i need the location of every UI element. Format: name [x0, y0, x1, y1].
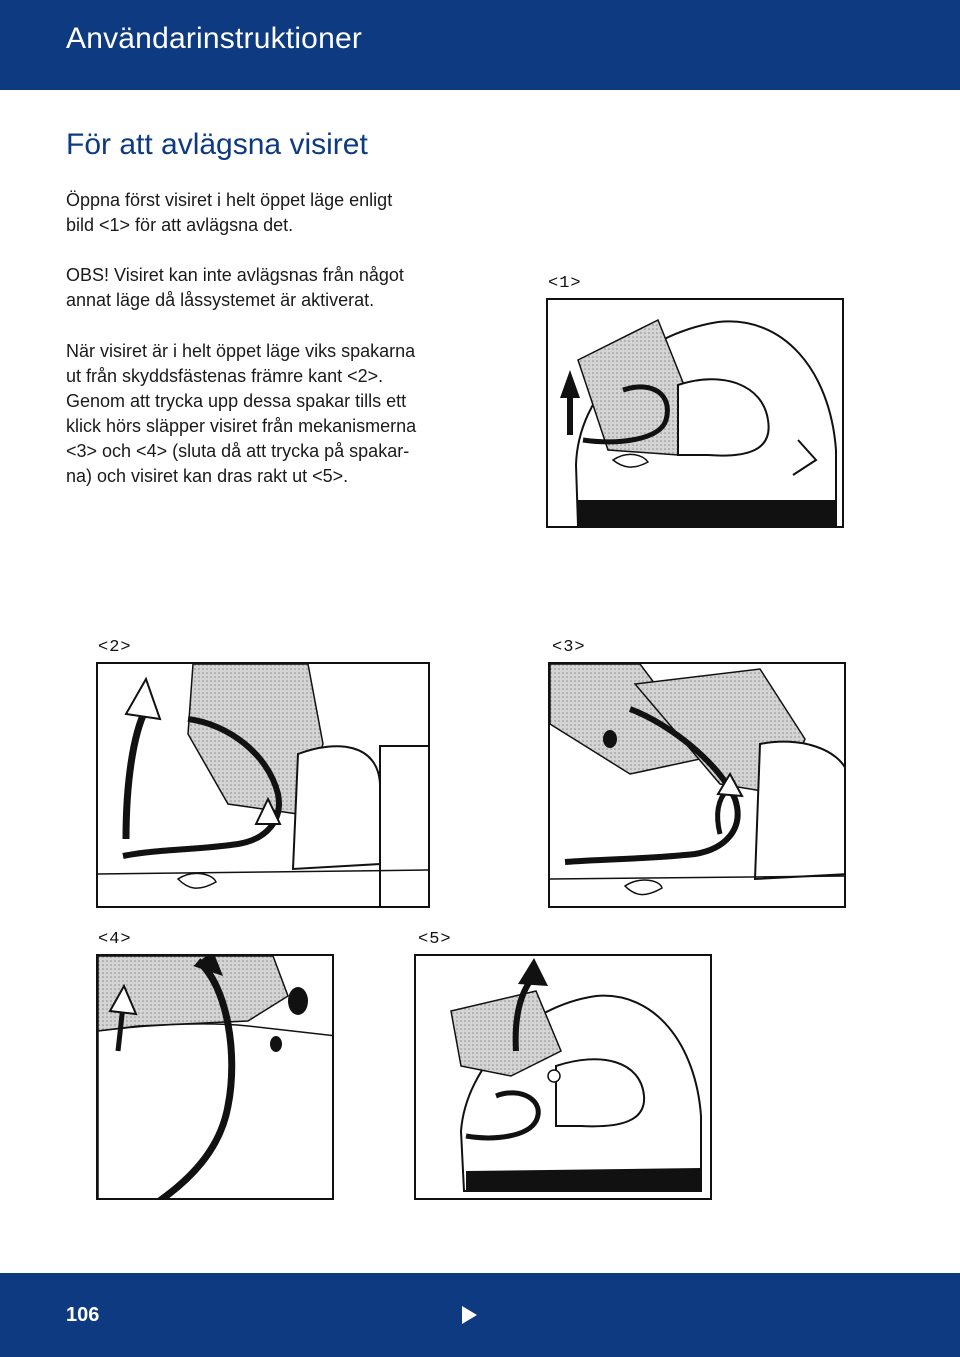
paragraph-note: OBS! Visiret kan inte avlägsnas från något annat läge då låssystemet är aktiverat.	[66, 265, 404, 310]
figure-3-visor-release	[548, 662, 846, 908]
visor-release-mechanism-illustration-icon	[550, 664, 846, 908]
figure-4-visor-release-closeup	[96, 954, 334, 1200]
figure-4-label: <4>	[98, 930, 132, 949]
lever-fold-out-illustration-icon	[98, 664, 430, 908]
figure-3-label: <3>	[552, 638, 586, 657]
page-number: 106	[66, 1304, 100, 1326]
figure-1-helmet-visor-open	[546, 298, 844, 528]
figure-1-label: <1>	[548, 274, 582, 293]
page-header-title: Användarinstruktioner	[66, 22, 363, 55]
play-arrow-icon[interactable]	[462, 1306, 477, 1324]
footer-bar	[0, 1273, 960, 1357]
helmet-visor-open-illustration-icon	[548, 300, 844, 528]
paragraph-intro: Öppna först visiret i helt öppet läge enligt bild <1> för att avlägsna det.	[66, 190, 393, 235]
paragraph-instructions: När visiret är i helt öppet läge viks spakarna ut från skyddsfästenas främre kant <2>. Genom att trycka upp dessa spakar tills ett klick hörs släpper visiret från mekanismerna <3> och <4> (sluta då att trycka på spakar- na) och visiret kan dras rakt ut <5>.	[66, 341, 417, 486]
visor-pull-out-illustration-icon	[416, 956, 712, 1200]
figure-2-label: <2>	[98, 638, 132, 657]
section-title: För att avlägsna visiret	[66, 128, 368, 161]
figure-5-visor-pull-out	[414, 954, 712, 1200]
figure-5-label: <5>	[418, 930, 452, 949]
figure-2-lever-fold-out	[96, 662, 430, 908]
visor-release-closeup-illustration-icon	[98, 956, 334, 1200]
